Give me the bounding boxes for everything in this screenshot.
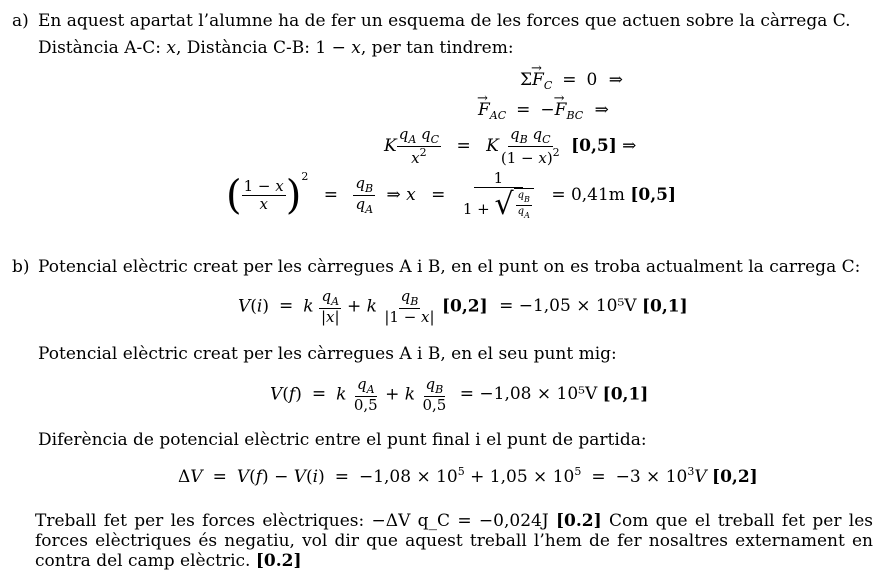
part-b-intro: Potencial elèctric creat per les càrregues A i B, en el punt on es troba actualment la carrega C: — [38, 257, 861, 277]
part-a-marker: a) — [12, 11, 29, 31]
vi-value: = −1,05 × 10⁵V — [499, 296, 637, 317]
score-vf: [0,1] — [602, 384, 649, 405]
difference-intro: Diferència de potencial elèctric entre el punt final i el punt de partida: — [38, 430, 647, 450]
score-solution: [0,5] — [630, 184, 677, 205]
score-work-1: [0.2] — [556, 511, 602, 531]
score-coulomb: [0,5] — [571, 135, 617, 156]
midpoint-intro: Potencial elèctric creat per les càrregues A i B, en el seu punt mig: — [38, 344, 617, 364]
score-vi-1: [0,2] — [441, 296, 488, 317]
equation-initial-potential: V(i) = k $\frac{q_A}{|x|}$ + k $\frac{q_B}{|1 - x|}$ [0,2] = −1,05 × 10⁵V [0,1] — [238, 287, 688, 327]
score-dv: [0,2] — [712, 467, 758, 487]
equation-force-balance: → $F_{AC}$ = −→ $F_{BC}$ ⇒ — [478, 102, 609, 121]
part-a-intro: En aquest apartat l’alumne ha de fer un esquema de les forces que actuen sobre la càrrega C. — [38, 11, 851, 31]
vf-value: = −1,08 × 10⁵V — [459, 384, 598, 405]
equation-final-potential: V(f) = k $\frac{q_A}{0,5}$ + k $\frac{q_B}{0,5}$ = −1,08 × 10⁵V [0,1] — [270, 375, 649, 415]
equation-coulomb: K $\frac{q_A q_C}{x^2}$ = K $\frac{q_B q_C}{(1 - x)^2}$ [0,5] ⇒ — [384, 125, 637, 168]
work-text-1: Treball fet per les forces elèctriques: −ΔV q_C = −0,024J — [35, 511, 549, 531]
score-work-2: [0.2] — [255, 551, 302, 571]
work-text-2: Com que el treball fet per les forces elèctriques és negatiu, vol dir que aquest treball l’hem de fer nosaltres externament en contra del camp elèctric. — [35, 511, 874, 571]
work-paragraph — [35, 511, 873, 571]
score-vi-2: [0,1] — [642, 296, 688, 317]
equation-solution: ( $\frac{1 - x}{x}$ )$^2$ = $\frac{q_B}{q_A}$ ⇒ x = 1 1 + √ $\frac{q_B}{q_A}$ = 0,41m [0,5] — [226, 169, 677, 222]
equation-potential-difference: $\Delta V = V(f) - V(i) = -1,08 \times 10^5 + 1,05 \times 10^5 = -3 \times 10^3V$ [0,2] — [178, 465, 758, 487]
equation-sum-forces: $\Sigma\to F_C = 0$ ⇒ — [520, 72, 623, 91]
solution-value: = 0,41m — [551, 184, 625, 205]
part-b-marker: b) — [12, 257, 30, 277]
part-a-distances: Distància A-C: x, Distància C-B: 1 − x, per tan tindrem: — [38, 38, 514, 58]
